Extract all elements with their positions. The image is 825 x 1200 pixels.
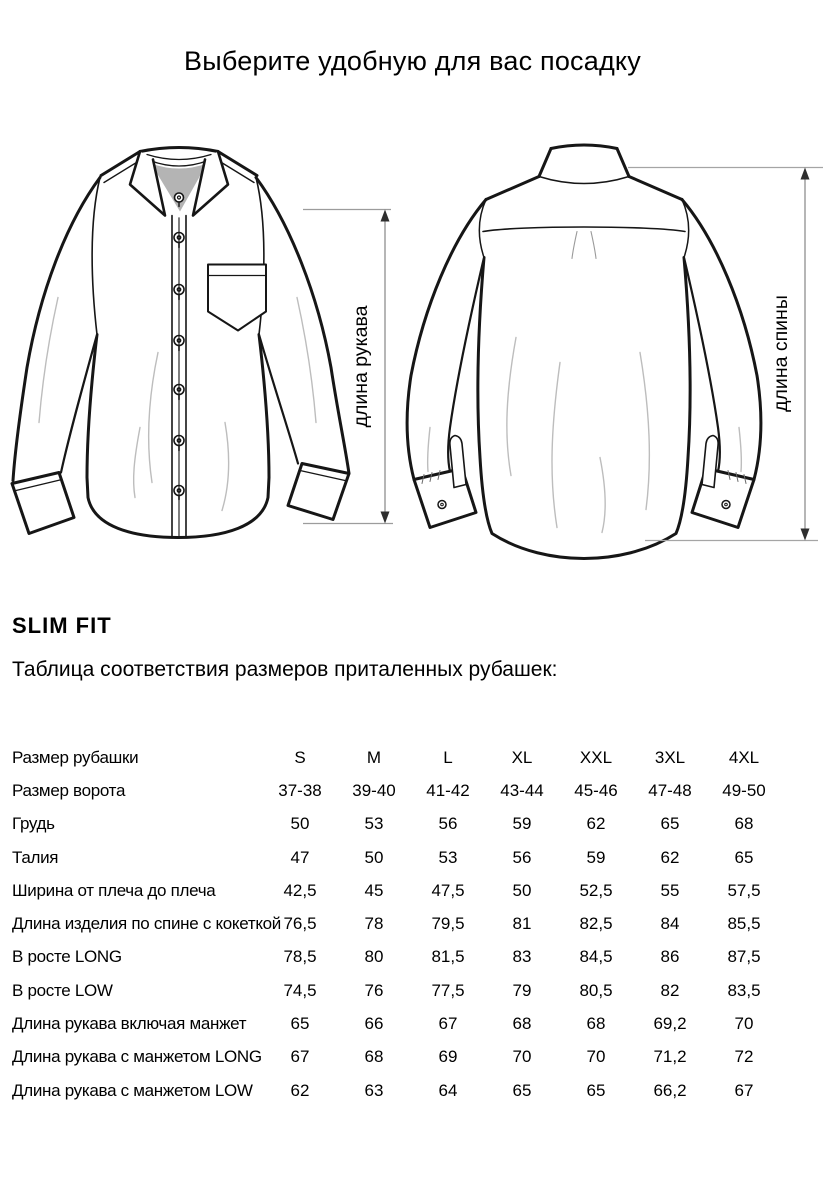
row-value: 68 (364, 1047, 384, 1067)
row-value: 49-50 (722, 780, 766, 800)
row-value: 63 (364, 1080, 384, 1100)
row-value: 68 (586, 1014, 606, 1034)
row-value: 70 (586, 1047, 606, 1067)
row-value: 56 (512, 847, 532, 867)
row-value: 45-46 (574, 780, 618, 800)
row-value: 81,5 (431, 947, 465, 967)
table-row (12, 1007, 793, 1040)
row-value: 45 (364, 880, 384, 900)
row-value: 37-38 (278, 780, 322, 800)
row-value: 74,5 (283, 980, 317, 1000)
row-value: 65 (660, 814, 680, 834)
page-title: Выберите удобную для вас посадку (184, 46, 641, 76)
row-value: 53 (438, 847, 458, 867)
row-value: 59 (512, 814, 532, 834)
row-value: 62 (586, 814, 606, 834)
table-row (12, 907, 793, 940)
row-value: 79 (512, 980, 532, 1000)
row-value: 72 (734, 1047, 754, 1067)
row-value: 65 (512, 1080, 532, 1100)
row-value: 65 (586, 1080, 606, 1100)
row-value: 81 (512, 914, 532, 934)
fit-section-heading: SLIM FIT (12, 613, 112, 638)
row-value: 79,5 (431, 914, 465, 934)
row-value: 86 (660, 947, 680, 967)
back-collar (539, 145, 629, 184)
row-value: 52,5 (579, 880, 613, 900)
row-label: Размер ворота (12, 780, 126, 800)
row-value: 65 (734, 847, 754, 867)
row-value: 76 (364, 980, 384, 1000)
row-value: 67 (734, 1080, 754, 1100)
row-value: 80,5 (579, 980, 613, 1000)
row-value: 82,5 (579, 914, 613, 934)
row-value: 83,5 (727, 980, 761, 1000)
row-value: 66,2 (653, 1080, 687, 1100)
size-column-header: XXL (579, 747, 613, 767)
row-value: 70 (734, 1014, 754, 1034)
sleeve-length-label: длина рукава (350, 305, 372, 428)
row-value: 65 (290, 1014, 310, 1034)
row-value: 85,5 (727, 914, 761, 934)
row-value: 47 (290, 847, 310, 867)
table-row (12, 1074, 793, 1107)
row-value: 77,5 (431, 980, 465, 1000)
row-value: 47,5 (431, 880, 465, 900)
row-value: 70 (512, 1047, 532, 1067)
row-value: 55 (660, 880, 680, 900)
row-value: 50 (512, 880, 532, 900)
table-row (12, 808, 793, 841)
row-label: Талия (12, 847, 59, 867)
row-value: 62 (660, 847, 680, 867)
arrow-up-icon (381, 210, 390, 222)
row-value: 84 (660, 914, 680, 934)
row-value: 76,5 (283, 914, 317, 934)
back-length-label: длина спины (770, 295, 792, 412)
row-value: 56 (438, 814, 458, 834)
size-column-header: M (366, 747, 382, 767)
table-caption: Таблица соответствия размеров приталенных рубашек: (12, 658, 558, 681)
row-value: 53 (364, 814, 384, 834)
size-column-header: XL (511, 747, 533, 767)
row-value: 69 (438, 1047, 458, 1067)
row-value: 47-48 (648, 780, 692, 800)
row-label: Длина рукава включая манжет (12, 1014, 247, 1034)
shirt-diagram (0, 125, 825, 570)
row-value: 41-42 (426, 780, 470, 800)
arrow-down-icon (381, 512, 390, 524)
table-row (12, 941, 793, 974)
size-column-header: 3XL (654, 747, 686, 767)
row-value: 57,5 (727, 880, 761, 900)
size-column-header: S (294, 747, 306, 767)
row-label: Длина изделия по спине с кокеткой (12, 914, 282, 934)
row-value: 71,2 (653, 1047, 687, 1067)
table-row (12, 841, 793, 874)
row-label: Грудь (12, 814, 55, 834)
row-label: Ширина от плеча до плеча (12, 880, 216, 900)
row-value: 68 (512, 1014, 532, 1034)
row-value: 84,5 (579, 947, 613, 967)
table-row (12, 774, 793, 807)
row-value: 87,5 (727, 947, 761, 967)
row-value: 67 (438, 1014, 458, 1034)
arrow-down-icon (801, 529, 810, 541)
row-value: 43-44 (500, 780, 544, 800)
arrow-up-icon (801, 168, 810, 180)
table-row (12, 741, 793, 774)
shirt-back-drawing (407, 145, 761, 559)
table-row (12, 874, 793, 907)
row-label: В росте LONG (12, 947, 122, 967)
row-value: 82 (660, 980, 680, 1000)
row-value: 80 (364, 947, 384, 967)
row-value: 68 (734, 814, 754, 834)
row-value: 64 (438, 1080, 458, 1100)
row-value: 50 (290, 814, 310, 834)
row-value: 42,5 (283, 880, 317, 900)
row-value: 62 (290, 1080, 310, 1100)
row-value: 78,5 (283, 947, 317, 967)
row-value: 67 (290, 1047, 310, 1067)
row-value: 39-40 (352, 780, 396, 800)
size-column-header: L (443, 747, 453, 767)
table-row (12, 974, 793, 1007)
table-row (12, 1041, 793, 1074)
row-label: Размер рубашки (12, 747, 139, 767)
row-label: Длина рукава с манжетом LOW (12, 1080, 253, 1100)
shirt-front-drawing (12, 148, 349, 538)
row-value: 50 (364, 847, 384, 867)
row-label: В росте LOW (12, 980, 113, 1000)
row-value: 83 (512, 947, 532, 967)
row-value: 59 (586, 847, 606, 867)
size-column-header: 4XL (728, 747, 760, 767)
row-label: Длина рукава с манжетом LONG (12, 1047, 262, 1067)
row-value: 69,2 (653, 1014, 687, 1034)
row-value: 66 (364, 1014, 384, 1034)
row-value: 78 (364, 914, 384, 934)
size-table (12, 741, 793, 1107)
